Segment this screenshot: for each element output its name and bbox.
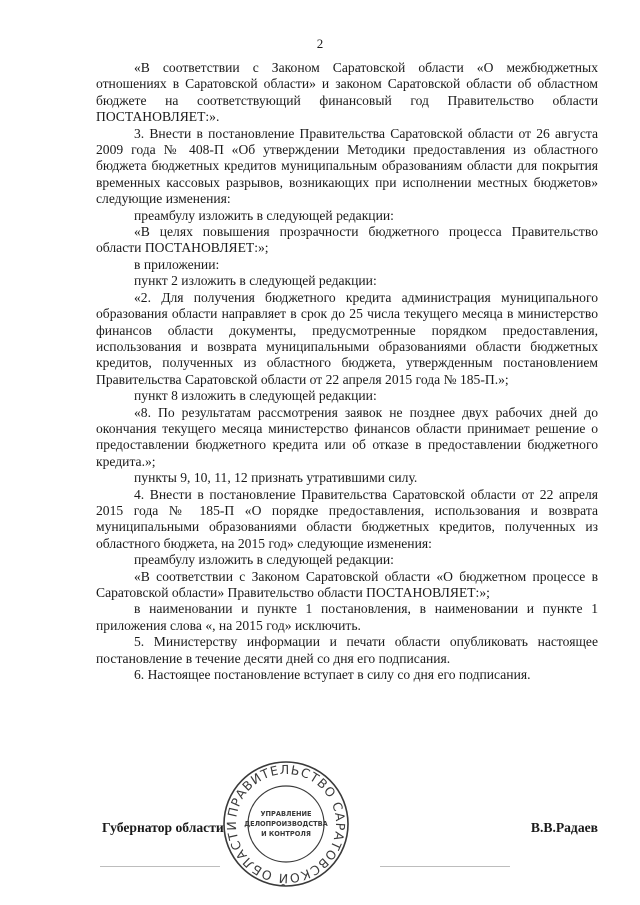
svg-text:И КОНТРОЛЯ: И КОНТРОЛЯ xyxy=(261,830,311,838)
paragraph: преамбулу изложить в следующей редакции: xyxy=(134,552,394,568)
paragraph: 5. Министерству информации и печати области опубликовать настоящее постановление в течение десяти дней со дня его подписания. xyxy=(96,634,598,666)
signatory-name: В.В.Радаев xyxy=(530,820,598,835)
svg-text:ДЕЛОПРОИЗВОДСТВА: ДЕЛОПРОИЗВОДСТВА xyxy=(244,820,328,828)
official-stamp xyxy=(220,758,352,890)
paragraph: в приложении: xyxy=(134,256,220,272)
paragraph: пункт 2 изложить в следующей редакции: xyxy=(134,273,377,289)
paragraph: 3. Внести в постановление Правительства Саратовской области от 26 августа 2009 года № 408-П «Об утверждении Методики предоставления из областного бюджета бюджетных кредитов муниципальным образованиям области для покрытия временных кассовых разрывов, возникающих при исполнении местных бюджетов» следующие изменения: xyxy=(96,125,598,207)
paragraph: «8. По результатам рассмотрения заявок не позднее двух рабочих дней до окончания текущего месяца министерство финансов области принимает решение о предоставлении бюджетного кредита или об отказе в предоставлении бюджетного кредита.»; xyxy=(96,404,598,469)
paragraph: пункты 9, 10, 11, 12 признать утратившими силу. xyxy=(134,470,418,486)
paragraph: пункт 8 изложить в следующей редакции: xyxy=(134,388,377,404)
paragraph: «В соответствии с Законом Саратовской области «О бюджетном процессе в Саратовской области» Правительство области ПОСТАНОВЛЯЕТ:»; xyxy=(96,568,598,600)
paragraph: 6. Настоящее постановление вступает в силу со дня его подписания. xyxy=(134,667,531,683)
paragraph: «2. Для получения бюджетного кредита администрация муниципального образования области направляет в срок до 25 числа текущего месяца в министерство финансов области документы, предусмотренные порядком предоставления, использования и возврата муниципальными образованиями области бюджетных кредитов, полученных из областного бюджета, утвержденным постановлением Правительства Саратовской области от 22 апреля 2015 года № 185-П.»; xyxy=(96,289,598,387)
paragraph: «В соответствии с Законом Саратовской области «О межбюджетных отношениях в Саратовской области» и законом Саратовской области об областном бюджете на соответствующий финансовый год Правительство области ПОСТАНОВЛЯЕТ:». xyxy=(96,60,598,125)
paragraph: «В целях повышения прозрачности бюджетного процесса Правительство области ПОСТАНОВЛЯЕТ:»; xyxy=(96,224,598,256)
stamp-seal-icon xyxy=(220,758,352,890)
paragraph: преамбулу изложить в следующей редакции: xyxy=(134,207,394,223)
scan-artifact-line xyxy=(380,866,510,867)
svg-text:УПРАВЛЕНИЕ: УПРАВЛЕНИЕ xyxy=(260,810,312,818)
svg-text:ПРАВИТЕЛЬСТВО САРАТОВСКОЙ ОБЛА: ПРАВИТЕЛЬСТВО САРАТОВСКОЙ ОБЛАСТИ xyxy=(223,761,349,887)
page-number: 2 xyxy=(316,36,324,51)
scan-artifact-line xyxy=(100,866,220,867)
paragraph: 4. Внести в постановление Правительства Саратовской области от 22 апреля 2015 года № 185-П «О порядке предоставления, использования и возврата муниципальными образованиями области бюджетных кредитов, полученных из областного бюджета, на 2015 год» следующие изменения: xyxy=(96,486,598,551)
document-body xyxy=(96,60,598,683)
paragraph: в наименовании и пункте 1 постановления, в наименовании и пункте 1 приложения слова «, на 2015 год» исключить. xyxy=(96,601,598,633)
signatory-position: Губернатор области xyxy=(102,820,224,835)
